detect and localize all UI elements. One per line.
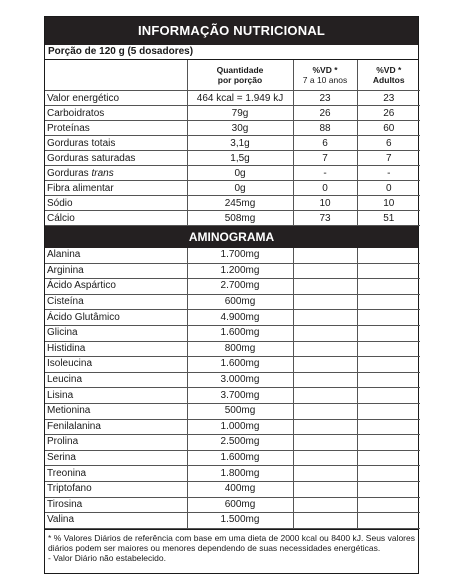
nutrient-row xyxy=(45,181,420,196)
amino-quantity: 2.700mg xyxy=(187,279,293,295)
amino-vd-kids xyxy=(293,466,357,482)
amino-vd-kids xyxy=(293,263,357,279)
amino-name: Glicina xyxy=(45,325,187,341)
amino-name: Cisteína xyxy=(45,294,187,310)
amino-vd-adults xyxy=(357,310,420,326)
nutrient-row xyxy=(45,106,420,121)
nutrient-vd-kids: 73 xyxy=(293,211,357,226)
amino-row xyxy=(45,481,420,497)
amino-vd-kids xyxy=(293,341,357,357)
amino-vd-kids xyxy=(293,450,357,466)
nutrient-quantity: 3,1g xyxy=(187,136,293,151)
amino-title: AMINOGRAMA xyxy=(45,226,418,248)
nutrient-row xyxy=(45,166,420,181)
amino-row xyxy=(45,248,420,263)
footnote-not-established: - Valor Diário não estabelecido. xyxy=(48,552,166,563)
header-quantity: Quantidade por porção xyxy=(187,60,293,91)
amino-vd-kids xyxy=(293,481,357,497)
nutrient-vd-adults: 23 xyxy=(357,91,420,106)
amino-quantity: 1.600mg xyxy=(187,325,293,341)
nutrient-name: Gorduras trans xyxy=(45,166,187,181)
nutrient-vd-kids: - xyxy=(293,166,357,181)
amino-quantity: 2.500mg xyxy=(187,435,293,451)
amino-name: Metionina xyxy=(45,403,187,419)
amino-name: Prolina xyxy=(45,435,187,451)
amino-vd-kids xyxy=(293,357,357,373)
nutrient-table xyxy=(45,60,420,226)
amino-vd-kids xyxy=(293,310,357,326)
amino-vd-kids xyxy=(293,325,357,341)
nutrition-label xyxy=(44,16,419,574)
amino-name: Histidina xyxy=(45,341,187,357)
amino-vd-adults xyxy=(357,248,420,263)
amino-quantity: 4.900mg xyxy=(187,310,293,326)
amino-vd-adults xyxy=(357,435,420,451)
amino-name: Alanina xyxy=(45,248,187,263)
amino-vd-kids xyxy=(293,388,357,404)
amino-vd-kids xyxy=(293,248,357,263)
amino-quantity: 500mg xyxy=(187,403,293,419)
footnote xyxy=(45,529,418,573)
nutrient-row xyxy=(45,136,420,151)
amino-row xyxy=(45,403,420,419)
amino-vd-kids xyxy=(293,279,357,295)
nutrient-name: Cálcio xyxy=(45,211,187,226)
header-vd-kids: %VD * 7 a 10 anos xyxy=(293,60,357,91)
amino-table xyxy=(45,248,420,529)
amino-vd-adults xyxy=(357,372,420,388)
amino-vd-adults xyxy=(357,325,420,341)
footnote-vd: * % Valores Diários de referência com base em uma dieta de 2000 kcal ou 8400 kJ. Seus valores diários podem ser maiores ou menores dependendo de suas necessidades energéticas. xyxy=(48,532,415,553)
nutrient-vd-kids: 7 xyxy=(293,151,357,166)
nutrient-vd-kids: 26 xyxy=(293,106,357,121)
amino-vd-adults xyxy=(357,466,420,482)
amino-name: Serina xyxy=(45,450,187,466)
amino-quantity: 1.500mg xyxy=(187,513,293,529)
nutrient-vd-kids: 0 xyxy=(293,181,357,196)
nutrient-vd-adults: 60 xyxy=(357,121,420,136)
amino-vd-adults xyxy=(357,419,420,435)
amino-vd-adults xyxy=(357,403,420,419)
nutrient-row xyxy=(45,121,420,136)
nutrient-quantity: 1,5g xyxy=(187,151,293,166)
amino-vd-adults xyxy=(357,450,420,466)
amino-vd-kids xyxy=(293,513,357,529)
nutrient-name: Proteínas xyxy=(45,121,187,136)
nutrient-quantity: 0g xyxy=(187,166,293,181)
amino-vd-kids xyxy=(293,435,357,451)
amino-vd-adults xyxy=(357,513,420,529)
amino-name: Fenilalanina xyxy=(45,419,187,435)
amino-row xyxy=(45,513,420,529)
amino-vd-adults xyxy=(357,481,420,497)
nutrient-vd-adults: 0 xyxy=(357,181,420,196)
nutrient-vd-adults: 51 xyxy=(357,211,420,226)
amino-vd-adults xyxy=(357,497,420,513)
amino-name: Valina xyxy=(45,513,187,529)
amino-quantity: 1.600mg xyxy=(187,357,293,373)
amino-quantity: 1.600mg xyxy=(187,450,293,466)
amino-row xyxy=(45,497,420,513)
amino-vd-adults xyxy=(357,294,420,310)
amino-name: Arginina xyxy=(45,263,187,279)
nutrient-quantity: 245mg xyxy=(187,196,293,211)
nutrient-row xyxy=(45,151,420,166)
nutrient-vd-adults: 10 xyxy=(357,196,420,211)
amino-name: Ácido Aspártico xyxy=(45,279,187,295)
nutrient-row xyxy=(45,91,420,106)
nutrient-vd-kids: 6 xyxy=(293,136,357,151)
amino-vd-kids xyxy=(293,419,357,435)
amino-row xyxy=(45,435,420,451)
amino-quantity: 3.000mg xyxy=(187,372,293,388)
amino-row xyxy=(45,294,420,310)
nutrient-vd-adults: 7 xyxy=(357,151,420,166)
amino-row xyxy=(45,279,420,295)
nutrient-name: Sódio xyxy=(45,196,187,211)
nutrient-name: Fibra alimentar xyxy=(45,181,187,196)
amino-row xyxy=(45,341,420,357)
amino-quantity: 600mg xyxy=(187,294,293,310)
amino-quantity: 800mg xyxy=(187,341,293,357)
amino-quantity: 400mg xyxy=(187,481,293,497)
nutrient-quantity: 30g xyxy=(187,121,293,136)
nutrient-quantity: 508mg xyxy=(187,211,293,226)
amino-quantity: 1.000mg xyxy=(187,419,293,435)
nutrient-quantity: 464 kcal = 1.949 kJ xyxy=(187,91,293,106)
nutrient-name: Carboidratos xyxy=(45,106,187,121)
amino-vd-adults xyxy=(357,263,420,279)
amino-row xyxy=(45,325,420,341)
portion-size: Porção de 120 g (5 dosadores) xyxy=(45,45,418,60)
header-vd-adults: %VD * Adultos xyxy=(357,60,420,91)
amino-row xyxy=(45,450,420,466)
amino-row xyxy=(45,372,420,388)
header-empty xyxy=(45,60,187,91)
amino-quantity: 3.700mg xyxy=(187,388,293,404)
nutrient-vd-adults: 6 xyxy=(357,136,420,151)
nutrient-name-italic: trans xyxy=(91,167,114,179)
amino-vd-adults xyxy=(357,341,420,357)
nutrient-quantity: 79g xyxy=(187,106,293,121)
nutrient-quantity: 0g xyxy=(187,181,293,196)
amino-vd-kids xyxy=(293,497,357,513)
nutrient-row xyxy=(45,211,420,226)
amino-quantity: 1.200mg xyxy=(187,263,293,279)
amino-row xyxy=(45,466,420,482)
amino-vd-kids xyxy=(293,403,357,419)
amino-name: Tirosina xyxy=(45,497,187,513)
amino-row xyxy=(45,310,420,326)
amino-name: Ácido Glutâmico xyxy=(45,310,187,326)
nutrient-vd-kids: 23 xyxy=(293,91,357,106)
amino-vd-adults xyxy=(357,357,420,373)
amino-row xyxy=(45,357,420,373)
amino-vd-kids xyxy=(293,294,357,310)
nutrient-name: Gorduras totais xyxy=(45,136,187,151)
amino-row xyxy=(45,388,420,404)
amino-vd-adults xyxy=(357,388,420,404)
nutrient-vd-kids: 10 xyxy=(293,196,357,211)
amino-row xyxy=(45,419,420,435)
nutrient-name: Gorduras saturadas xyxy=(45,151,187,166)
amino-name: Triptofano xyxy=(45,481,187,497)
nutrient-row xyxy=(45,196,420,211)
amino-name: Isoleucina xyxy=(45,357,187,373)
nutrient-vd-adults: - xyxy=(357,166,420,181)
label-title: INFORMAÇÃO NUTRICIONAL xyxy=(45,17,418,45)
amino-name: Treonina xyxy=(45,466,187,482)
nutrient-vd-adults: 26 xyxy=(357,106,420,121)
amino-name: Leucina xyxy=(45,372,187,388)
nutrient-name: Valor energético xyxy=(45,91,187,106)
amino-row xyxy=(45,263,420,279)
nutrient-vd-kids: 88 xyxy=(293,121,357,136)
amino-quantity: 600mg xyxy=(187,497,293,513)
amino-vd-kids xyxy=(293,372,357,388)
nutrient-table-header xyxy=(45,60,420,91)
amino-quantity: 1.800mg xyxy=(187,466,293,482)
amino-quantity: 1.700mg xyxy=(187,248,293,263)
amino-vd-adults xyxy=(357,279,420,295)
amino-name: Lisina xyxy=(45,388,187,404)
